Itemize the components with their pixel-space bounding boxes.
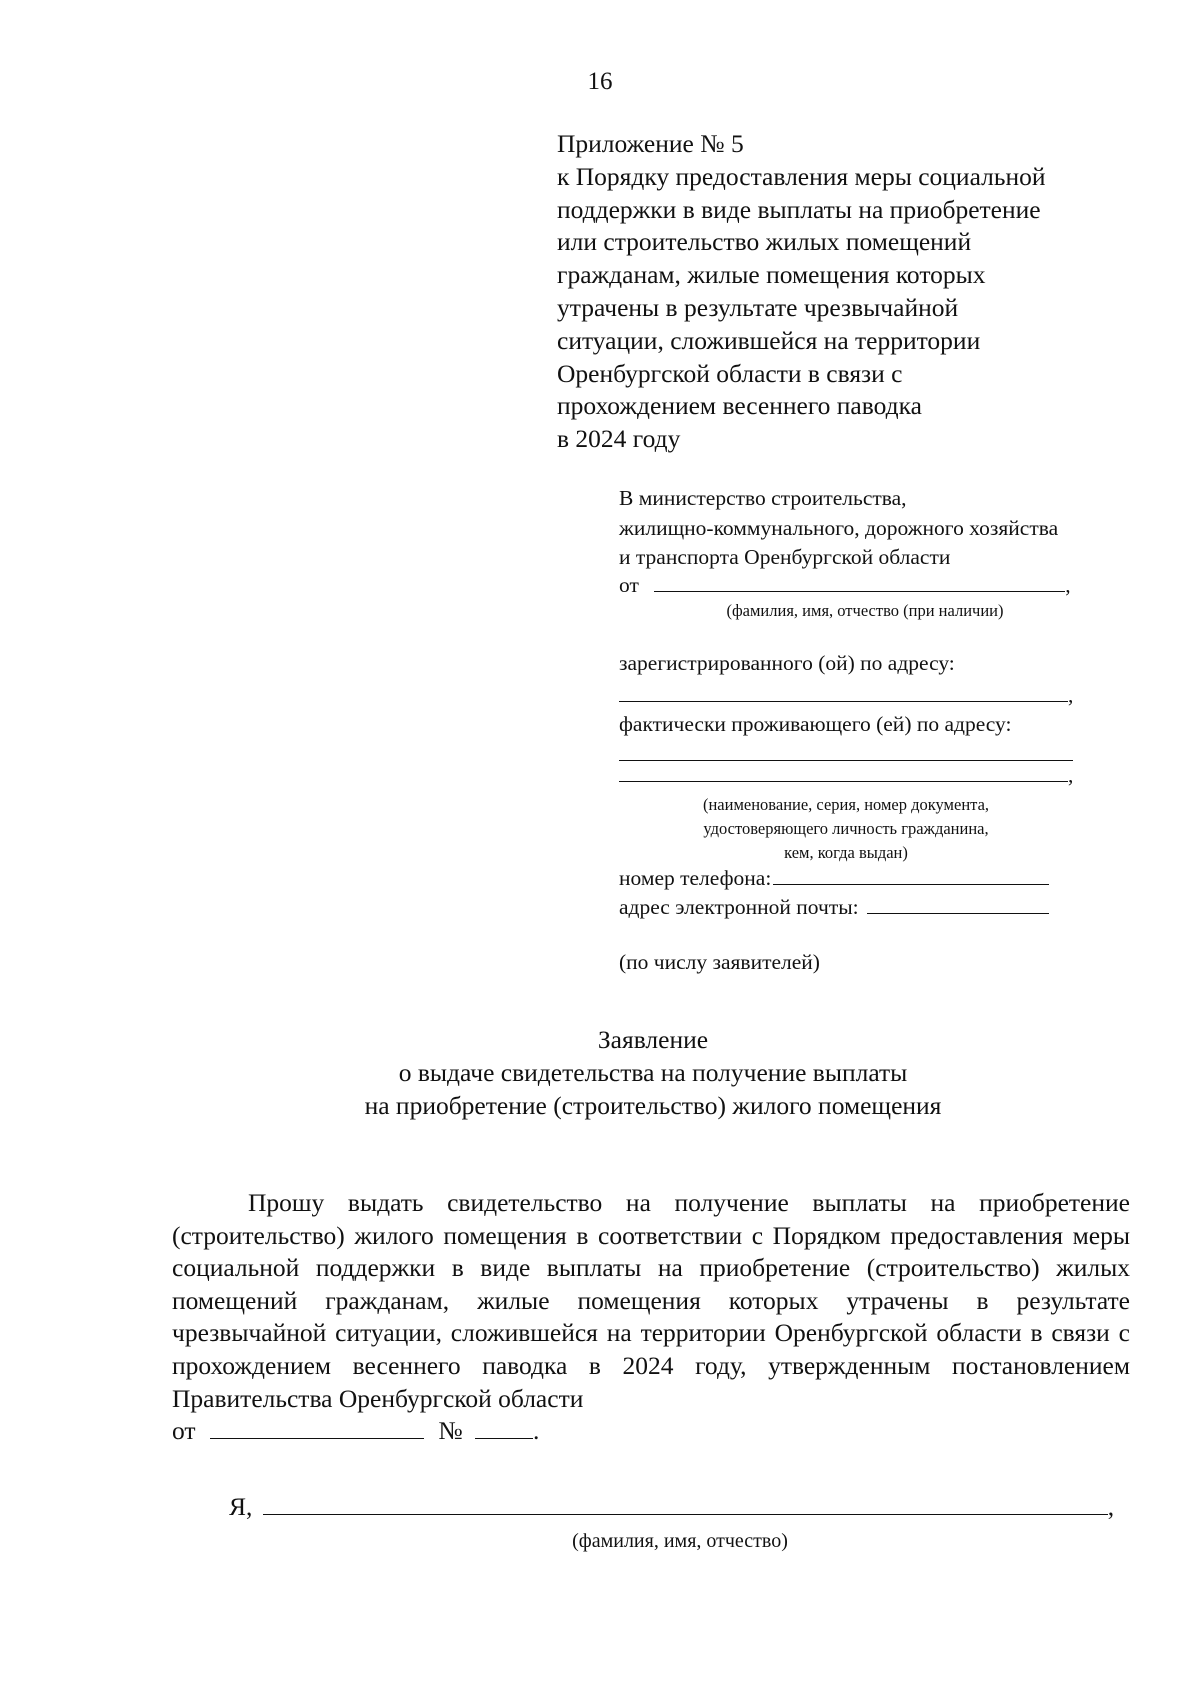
registered-address-row [619,683,1073,708]
applicant-name-field[interactable] [654,591,1065,592]
appendix-line: ситуации, сложившейся на территории [557,325,981,355]
appendix-line: или строительство жилых помещений [557,227,972,257]
email-label: адрес электронной почты: [619,895,859,919]
addressee-line-1: В министерство строительства, [619,486,907,510]
comma: , [1068,763,1074,787]
email-field[interactable] [867,913,1049,914]
document-subtitle-2: на приобретение (строительство) жилого помещения [364,1091,942,1120]
name-caption: (фамилия, имя, отчество (при наличии) [726,601,1004,620]
application-paragraph: Прошу выдать свидетельство на получение выплаты на приобретение (строительство) жилого помещения в соответствии с Порядком предоставления меры социальной поддержки в виде выплаты на приобретение (строительство) жилых помещений гражданам, жилые помещения которых утрачены в результате чрезвычайной ситуации, сложившейся на территории Оренбургской области в связи с прохождением весеннего паводка в 2024 году, утвержденным постановлением Правительства Оренбургской области [172,1188,1130,1413]
full-name-field[interactable] [263,1514,1108,1515]
document-caption-2: удостоверяющего личность гражданина, [703,819,989,838]
decree-number-label: № [438,1416,463,1446]
document-title: Заявление [597,1025,709,1054]
document-caption-1: (наименование, серия, номер документа, [702,795,990,814]
appendix-line: поддержки в виде выплаты на приобретение [557,194,1041,224]
actual-address-field-1[interactable] [619,760,1073,761]
appendix-line: утрачены в результате чрезвычайной [557,292,959,322]
addressee-line-2: жилищно-коммунального, дорожного хозяйства [619,516,1059,540]
phone-row [619,866,1049,891]
from-field-row [619,573,1071,598]
appendix-line: Приложение № 5 [557,129,744,158]
applicants-note: (по числу заявителей) [619,950,820,974]
actual-address-label: фактически проживающего (ей) по адресу: [619,712,1012,736]
appendix-header [557,128,1046,456]
decree-from-label: от [172,1416,196,1446]
i-label: Я, [229,1492,253,1521]
appendix-line: гражданам, жилые помещения которых [557,260,986,290]
appendix-line: в 2024 году [557,424,681,454]
full-name-caption: (фамилия, имя, отчество) [572,1530,788,1552]
application-body [172,1187,1130,1448]
appendix-line: к Порядку предоставления меры социальной [557,161,1046,191]
comma: , [1107,1492,1115,1521]
appendix-line: прохождением весеннего паводка [557,391,922,421]
from-label: от [619,573,639,597]
phone-label: номер телефона: [619,866,772,890]
email-row [619,895,1049,920]
registered-address-label: зарегистрированного (ой) по адресу: [619,651,955,675]
signature-row [229,1492,1114,1522]
page-number: 16 [587,68,613,95]
decree-number-field[interactable] [475,1438,533,1439]
document-caption-3: кем, когда выдан) [784,843,908,862]
addressee-line-3: и транспорта Оренбургской области [619,545,951,569]
document-subtitle-1: о выдаче свидетельства на получение выплаты [398,1058,908,1087]
decree-date-field[interactable] [210,1438,424,1439]
period: . [533,1416,540,1446]
phone-field[interactable] [773,884,1049,885]
registered-address-field[interactable] [619,701,1068,702]
actual-address-row-2 [619,763,1073,788]
comma: , [1065,573,1071,597]
appendix-line: Оренбургской области в связи с [557,358,903,388]
actual-address-field-2[interactable] [619,781,1068,782]
comma: , [1068,683,1074,707]
decree-date-row [172,1415,1130,1448]
